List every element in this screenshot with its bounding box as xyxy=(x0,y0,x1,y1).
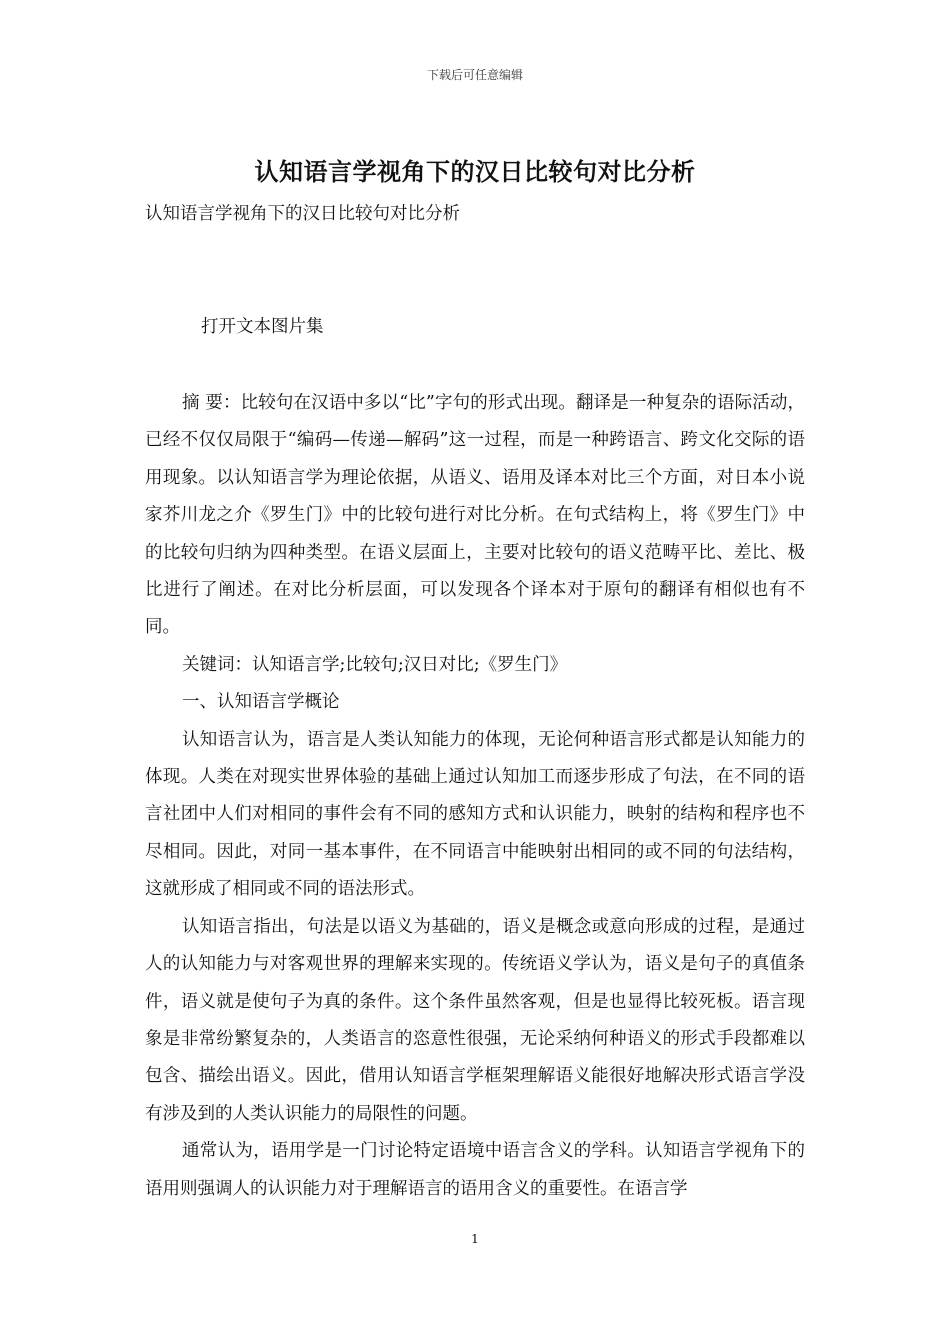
document-subtitle: 认知语言学视角下的汉日比较句对比分析 xyxy=(145,204,460,224)
keywords-paragraph: 关键词：认知语言学;比较句;汉日对比;《罗生门》 xyxy=(182,654,568,675)
body-paragraph: 认知语言指出，句法是以语义为基础的，语义是概念或意向形成的过程，是通过人的认知能力与对客观世界的理解来实现的。传统语义学认为，语义是句子的真值条件，语义就是使句子为真的条件。这个条件虽然客观，但是也显得比较死板。语言现象是非常纷繁复杂的，人类语言的恣意性很强，无论采纳何种语义的形式手段都难以包含、描绘出语义。因此，借用认知语言学框架理解语义能很好地解决形式语言学没有涉及到的人类认识能力的局限性的问题。 xyxy=(145,916,805,1124)
body-paragraph: 认知语言认为，语言是人类认知能力的体现，无论何种语言形式都是认知能力的体现。人类在对现实世界体验的基础上通过认知加工而逐步形成了句法，在不同的语言社团中人们对相同的事件会有不同的感知方式和认识能力，映射的结构和程序也不尽相同。因此，对同一基本事件，在不同语言中能映射出相同的或不同的句法结构，这就形成了相同或不同的语法形式。 xyxy=(145,729,805,900)
open-image-gallery-link[interactable]: 打开文本图片集 xyxy=(201,317,324,337)
document-title: 认知语言学视角下的汉日比较句对比分析 xyxy=(254,158,696,186)
section-heading: 一、认知语言学概论 xyxy=(182,692,340,713)
document-body xyxy=(145,385,805,1208)
page-number: 1 xyxy=(471,1232,479,1246)
body-paragraph: 通常认为，语用学是一门讨论特定语境中语言含义的学科。认知语言学视角下的语用则强调人的认识能力对于理解语言的语用含义的重要性。在语言学 xyxy=(145,1141,805,1199)
page-header: 下载后可任意编辑 xyxy=(426,68,523,82)
abstract-paragraph: 摘 要：比较句在汉语中多以“比”字句的形式出现。翻译是一种复杂的语际活动，已经不仅仅局限于“编码—传递—解码”这一过程，而是一种跨语言、跨文化交际的语用现象。以认知语言学为理论依据，从语义、语用及译本对比三个方面，对日本小说家芥川龙之介《罗生门》中的比较句进行对比分析。在句式结构上，将《罗生门》中的比较句归纳为四种类型。在语义层面上，主要对比较句的语义范畴平比、差比、极比进行了阐述。在对比分析层面，可以发现各个译本对于原句的翻译有相似也有不同。 xyxy=(145,393,805,638)
